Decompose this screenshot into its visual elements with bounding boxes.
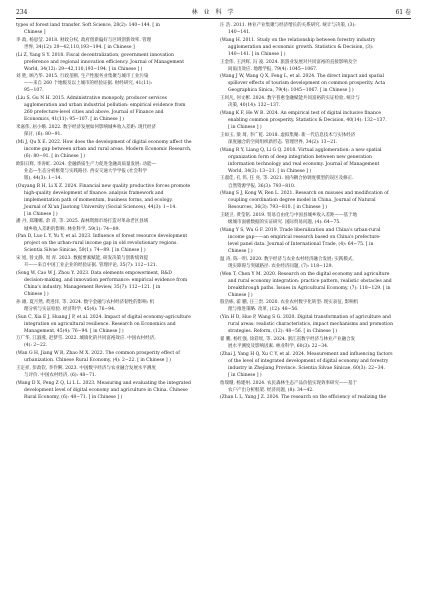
- left-reference-column: [16, 22, 208, 402]
- page-number: 234: [16, 9, 28, 16]
- reference-entry: (Wang D X, Peng Z Q, Li L L. 2023. Measuring and evaluating the integrated development level of digital economy and agriculture in China. Chinese Rural Economy, (6): 48−71. [ in Chinese ] ): [16, 380, 191, 400]
- reference-entry: 王珂凡, 何文彬. 2024. 数字普惠金融赋能共同富裕的实证检验. 统计与 决策, 40(14): 132−137.: [220, 96, 360, 109]
- reference-entry: 万广华, 江淑燕, 赵梦雪. 2022. 城镇化的共同富裕效应. 中国农村经济, (4): 2−22.: [16, 336, 156, 349]
- reference-entry: (Pan D, Luo L Y, Yu Y, et al. 2023. Influence of forest resource development project on the urban-rural income gap in old revolutionary regions. Scientia Silvae Sinicae, 59(1): 74−89. [ in Chinese ] ): [16, 234, 188, 254]
- reference-entry: (Wen T, Chen Y M. 2020. Research on the digital economy and agriculture and rural economy integration: practice pattern, realistic obstacles and breakthrough paths. Issues in Agricultural Economy, (7): 118−129. [ in Chinese ] ): [220, 271, 392, 298]
- reference-entry: 米嘉伟, 屈小娥. 2022. 数字经济发展如何影响城乡收入差距: 现代经济 探讨, (6): 80−91.: [16, 125, 156, 138]
- reference-entry: 刘 胜, 顾乃华. 2015. 行政垄断, 生产性服务业集聚与城市工业污染 ——来自 260 个地级及以上城市的经验证据. 财经研究, 41(11): 95−107.: [16, 74, 153, 94]
- reference-entry: (Song W, Cao W J, Zhou Y. 2023. Data elements empowerment, R&D decision-making, and innovation performance: empirical evidence from China's industry. Management Review, 35(7): 112−121. [ in Chinese ] ): [16, 270, 188, 297]
- reference-entry: 王淑佳, 孔 伟, 任 亮, 等. 2021. 国内耦合协调度模型的误区及修正. 自然资源学报, 36(3): 793−810.: [220, 176, 354, 189]
- reference-entry: (Sun C, Xia E J, Huang J P, et al. 2024. Impact of digital economy-agriculture integration on agricultural resilience. Research on Economics and Management, 45(4): 76−94. [ in Chinese ] ): [16, 314, 191, 334]
- reference-entry: (Wang K F, He W B. 2024. An empirical test of digital inclusive finance enabling common prosperity. Statistics & Decision, 40(14): 132−137. [ in Chinese ] ): [220, 111, 387, 131]
- reference-entry: 温 涛, 陈一明. 2020. 数字经济与农业农村经济融合发展: 实践模式, 现实障碍与突破路径. 农业经济问题, (7): 118−129.: [220, 256, 354, 269]
- reference-entry: 王定祥, 彭政钦, 李伶俐. 2023. 中国数字经济与农业融合发展水平测度 与评价. 中国农村经济, (6): 48−71.: [16, 365, 156, 378]
- reference-entry: (Yin H D, Huo P, Wang S G. 2020. Digital transformation of agriculture and rural areas: realistic characteristics, impact mechanisms and promotion strategies. Reform, (12): 48−56. [ in Chinese ] ): [220, 315, 394, 335]
- reference-entry: 王晓卫, 黄莹铭. 2019. 贸易自由化与中国县城乡收入差距——基于地 级城市面板数据的实证研究. 国际贸易问题, (4): 64−75.: [220, 213, 358, 226]
- reference-entry: 翟 鹏, 杨红强, 徐彩瑶, 等. 2024. 浙江省数字经济与林业产业融合发 展水平测度及影响因素. 林业科学, 60(3): 22−34.: [220, 337, 356, 350]
- reference-entry: types of forest land transfer. Soft Science, 28(2): 140−144. [ in Chinese ]: [16, 23, 160, 36]
- reference-entry: 李 政, 杨思莹. 2018. 财政分权, 政府创新偏好与区域创新效率. 管理 世界, 34(12): 29−42,110,193−194. [ in Chinese ]: [16, 37, 152, 50]
- reference-entry: 詹瑞珊, 杨建州. 2024. 农民森林生态产品价值实现效率研究——基于 农户产出分析框架. 经济问题, (8): 34−42.: [220, 380, 358, 393]
- reference-entry: 王金伟, 王洪辉, 冯 凌. 2024. 旅游业发展对共同富裕的直接影响及空 间溢出效应. 地理学报, 79(4): 1045−1067.: [220, 59, 357, 72]
- reference-entry: 孙 雄, 夏月然, 黄进洋, 等. 2024. 数字金融与农村经济韧性的影响: 机 理分析与实证检验. 经济科学, 45(4): 76−94.: [16, 299, 155, 312]
- reference-entry: (Wang R Y, Liang Q, Li G Q. 2018. Virtual agglomeration: a new spatial organization form of deep integration between new generation information technology and real economy. Journal of Management World, 34(2): 13−21. [ in Chinese ] ): [220, 147, 382, 174]
- reference-entry: 王如玉, 梁 琦, 李广乾. 2018. 虚拟集聚: 新一代信息技术与实体经济 深度融合的空间组织新形态. 管理世界, 34(2): 13−21.: [220, 132, 356, 145]
- reference-entry: 殷浩栋, 霍 鹏, 汪三贵. 2020. 农业农村数字化转型: 现实表征, 影响机 理与推进策略. 改革, (12): 48−56.: [220, 300, 359, 313]
- reference-entry: (Liu S, Gu N H. 2015. Administrative monopoly, producer services agglomeration and urban industrial pollution: empirical evidence from 260 prefecture-level cities and above. Journal of Finance and Economics, 41(11): 95−107. [ in Chinese ] ): [16, 96, 186, 123]
- reference-entry: (Wang H. 2011. Study on the relationship between forestry industry agglomeration and economic growth. Statistics & Decision, (3): 140−141. [ in Chinese ] ): [220, 37, 376, 57]
- reference-entry: (Wan G H, Jiang W R, Zhao M X. 2022. The common prosperity effect of urbanization. Chinese Rural Economy, (4): 2−22. [ in Chinese ] ): [16, 351, 180, 364]
- reference-entry: 欧阳日辉, 李涛虹. 2024. 金融新质生产力促进金融高质量发展: 动能— 业态—生态分析框架与实践路径. 西安交通大学学报 (社会科学 版), 44(3): 1−14.: [16, 161, 156, 181]
- reference-entry: (Wang S J, Kong W, Ren L. 2021. Research on misuses and modification of coupling coordination degree model in China. Journal of Natural Resources, 36(3): 793−810. [ in Chinese ] ): [220, 191, 389, 211]
- reference-entry: (Wang Y S, Wu G F. 2019. Trade liberalization and China's urban-rural income gap——an empirical research based on China's prefecture- level panel data. Journal of International Trade, (4): 64−75. [ in Chinese ] ): [220, 227, 381, 255]
- reference-entry: (Zhan L L, Yang J Z. 2024. The research on the efficiency of realizing the: [220, 395, 387, 401]
- reference-entry: 宋 旭, 曾文静, 周 青. 2023. 数据要素赋能, 研发决策与创新绩效提 升——来自中国工业企业的经验证据. 管理评论, 35(7): 112−121.: [16, 256, 158, 269]
- running-header: [16, 8, 411, 19]
- reference-entry: (Ouyang R H, Li X Z. 2024. Financial new quality productive forces promote high-quality development of finance: analysis framework and implementation path of momentum, business forms, and ecology. Journal of Xi'an Jiaotong University (Social Sciences), 44(3): 1−14. [ in Chinese ] ): [16, 183, 191, 217]
- reference-entry: (Mi J, Qu X E. 2022. How does the development of digital economy affect the income gap between urban and rural areas. Modern Economic Research, (6): 80−91. [ in Chinese ] ): [16, 139, 192, 159]
- reference-entry: 潘 丹, 郑珊娜, 余 萍, 等. 2025. 森林资源市场打造对革命老区县域 城乡收入差距的影响. 林业科学, 59(1): 74−89.: [16, 219, 149, 232]
- volume-info: 61 卷: [395, 9, 411, 16]
- reference-entry: (Li Z, Yang S Y. 2018. Fiscal decentralization, government innovation preference and regional innovation efficiency. Journal of Management World, 34(12): 29−42,110,193−194. [ in Chinese ] ): [16, 52, 185, 72]
- right-reference-column: [220, 22, 412, 402]
- reference-entry: (Zhai J, Yang H Q, Xu C Y, et al. 2024. Measurement and influencing factors of the level of integrated development of digital economy and forestry industry in Zhejiang Province. Scientia Silvae Sinicae, 60(3): 22−34. [ in Chinese ] ): [220, 351, 393, 378]
- reference-entry: 汪 浩. 2011. 林业产业集聚与经济增长的关系研究. 统计与决策, (3): 140−141.: [220, 23, 356, 36]
- journal-name: 林 业 科 学: [191, 9, 236, 16]
- reference-entry: (Wang J W, Wang Q X, Feng L, et al. 2024. The direct impact and spatial spillover effects of tourism development on common prosperity. Acta Geographica Sinica, 79(4): 1045−1067. [ in Chinese ] ): [220, 74, 386, 94]
